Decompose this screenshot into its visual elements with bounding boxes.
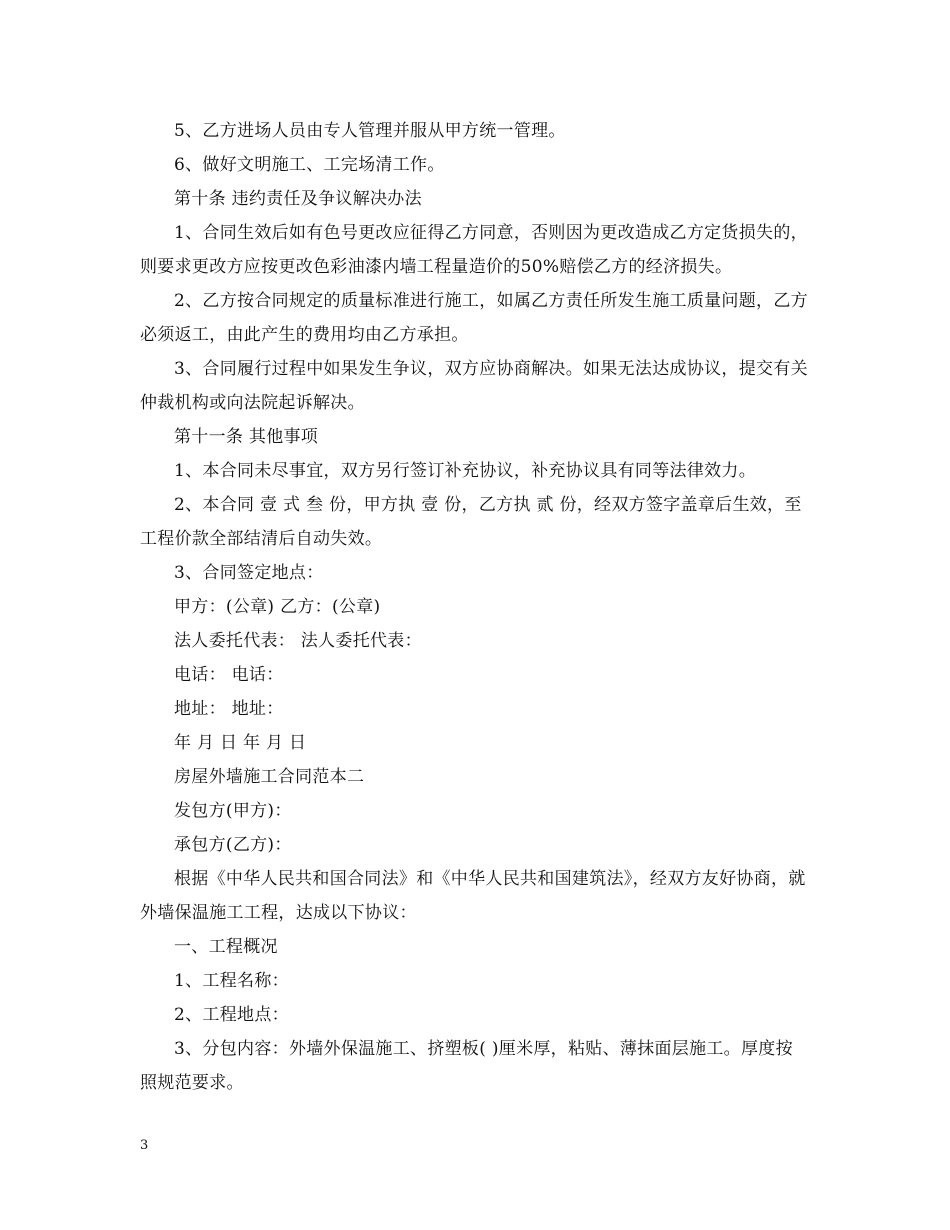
paragraph: 3、分包内容：外墙外保温施工、挤塑板( )厘米厚，粘贴、薄抹面层施工。厚度按照规范要求。 — [140, 1039, 793, 1093]
section-heading: 一、工程概况 — [174, 937, 278, 957]
signature-line: 电话： 电话： — [174, 665, 284, 685]
party-line: 发包方(甲方)： — [174, 801, 292, 821]
paragraph: 1、合同生效后如有色号更改应征得乙方同意，否则因为更改造成乙方定货损失的，则要求更改方应按更改色彩油漆内墙工程量造价的50%赔偿乙方的经济损失。 — [140, 223, 808, 277]
paragraph: 3、合同履行过程中如果发生争议，双方应协商解决。如果无法达成协议，提交有关仲裁机构或向法院起诉解决。 — [140, 359, 808, 413]
date-line: 年 月 日 年 月 日 — [174, 733, 307, 753]
paragraph: 5、乙方进场人员由专人管理并服从甲方统一管理。 — [174, 121, 566, 141]
party-line: 承包方(乙方)： — [174, 835, 292, 855]
paragraph: 3、合同签定地点： — [174, 563, 324, 583]
signature-line: 甲方：(公章) 乙方：(公章) — [174, 597, 381, 617]
document-subtitle: 房屋外墙施工合同范本二 — [174, 767, 365, 787]
paragraph: 2、乙方按合同规定的质量标准进行施工，如属乙方责任所发生施工质量问题，乙方必须返工，由此产生的费用均由乙方承担。 — [140, 291, 808, 345]
paragraph: 1、工程名称： — [174, 971, 289, 991]
document-body — [140, 114, 810, 1100]
paragraph: 1、本合同未尽事宜，双方另行签订补充协议，补充协议具有同等法律效力。 — [174, 461, 757, 481]
section-heading: 第十一条 其他事项 — [174, 427, 319, 447]
paragraph: 6、做好文明施工、工完场清工作。 — [174, 155, 445, 175]
page-number: 3 — [140, 1138, 149, 1153]
section-heading: 第十条 违约责任及争议解决办法 — [174, 189, 422, 209]
paragraph: 2、工程地点： — [174, 1005, 289, 1025]
signature-line: 地址： 地址： — [174, 699, 284, 719]
paragraph: 根据《中华人民共和国合同法》和《中华人民共和国建筑法》，经双方友好协商，就 外墙保温施工工程，达成以下协议： — [140, 869, 806, 923]
signature-line: 法人委托代表： 法人委托代表： — [174, 631, 422, 651]
paragraph: 2、本合同 壹 式 叁 份，甲方执 壹 份，乙方执 贰 份，经双方签字盖章后生效，至工程价款全部结清后自动失效。 — [140, 495, 802, 549]
